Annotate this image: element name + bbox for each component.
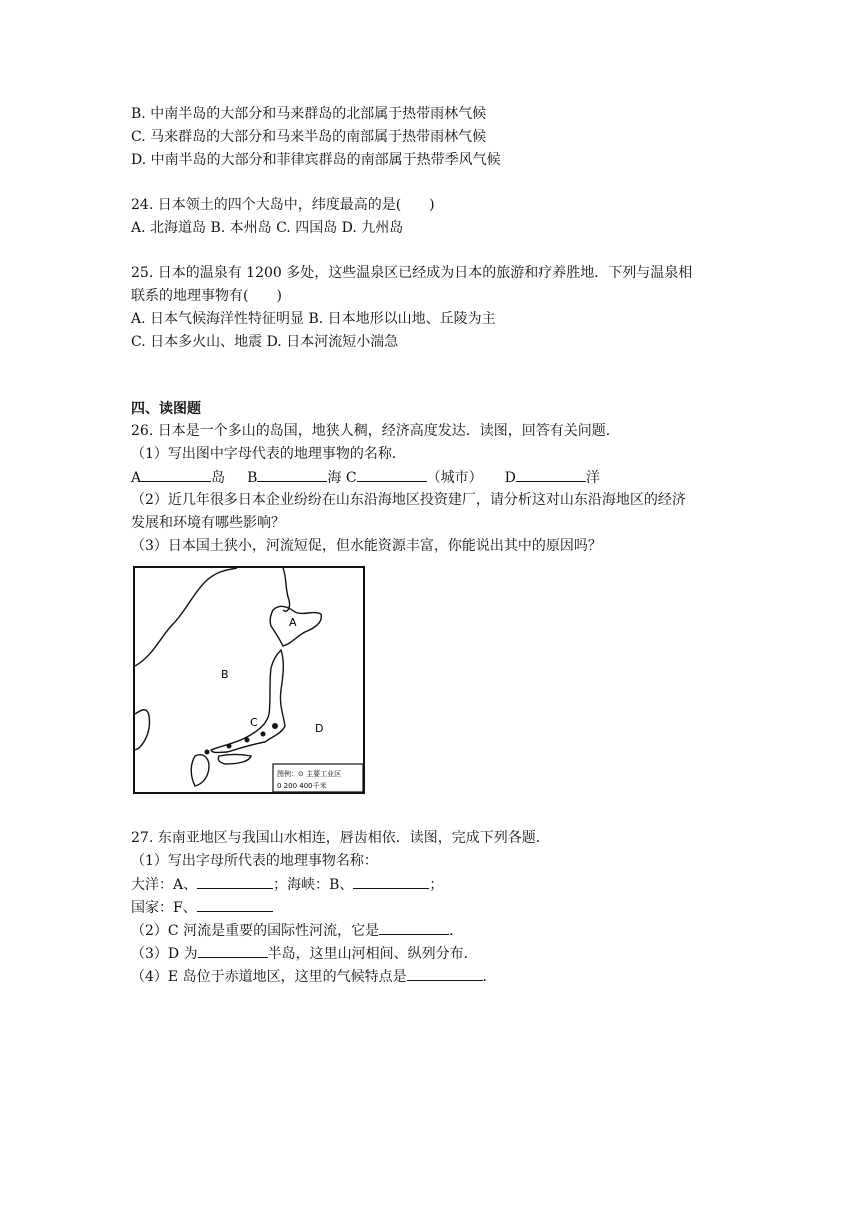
q23-option-d: D. 中南半岛的大部分和菲律宾群岛的南部属于热带季风气候 (131, 152, 501, 168)
fill-d-suffix: 洋 (585, 470, 600, 486)
q26-sub3: （3）日本国土狭小，河流短促，但水能资源丰富，你能说出其中的原因吗？ (131, 538, 602, 554)
blank-a[interactable] (141, 467, 211, 482)
q27-sub3-pre: （3）D 为 (131, 946, 198, 962)
ocean-label: 大洋：A、 (131, 877, 198, 893)
q26-stem: 26. 日本是一个多山的岛国，地狭人稠，经济高度发达．读图，回答有关问题． (131, 423, 620, 439)
map-legend-title: 图例：⊙ 主要工业区 (277, 770, 342, 778)
q26-fill-line (131, 467, 600, 488)
fill-b-suffix: 海 C (327, 470, 357, 486)
period: ． (449, 923, 464, 939)
q25-options-ab: A. 日本气候海洋性特征明显 B. 日本地形以山地、丘陵为主 (131, 311, 496, 327)
q27-sub1: （1）写出字母所代表的地理事物名称： (131, 853, 378, 869)
blank-d[interactable] (516, 467, 586, 482)
q25-options-cd: C. 日本多火山、地震 D. 日本河流短小湍急 (131, 334, 399, 350)
map-legend-scale: 0 200 400千米 (277, 782, 327, 790)
semicolon: ； (429, 877, 444, 893)
strait-label: ；海峡：B、 (273, 877, 354, 893)
blank-b[interactable] (257, 467, 327, 482)
blank-climate-e[interactable] (407, 966, 483, 981)
fill-a-letter: A (131, 470, 142, 486)
map-label-d: D (315, 722, 324, 735)
blank-river-c[interactable] (379, 920, 449, 935)
q25-stem-line1: 25. 日本的温泉有 1200 多处，这些温泉区已经成为日本的旅游和疗养胜地．下列与温泉相 (131, 265, 693, 281)
fill-b-letter: B (247, 470, 258, 486)
q27-sub3-post: 半岛，这里山河相间、纵列分布． (267, 946, 478, 962)
q27-sub4-text: （4）E 岛位于赤道地区，这里的气候特点是 (131, 969, 407, 985)
q27-sub4 (131, 966, 497, 987)
q27-sub2-text: （2）C 河流是重要的国际性河流，它是 (131, 923, 380, 939)
map-label-b: B (221, 668, 229, 681)
blank-strait-b[interactable] (353, 874, 429, 889)
map-label-a: A (289, 616, 297, 629)
japan-map (133, 566, 365, 794)
q27-sub2 (131, 920, 463, 941)
fill-c-suffix: （城市） (426, 470, 483, 486)
blank-ocean-a[interactable] (197, 874, 273, 889)
fill-d-letter: D (504, 470, 516, 486)
q24-stem: 24. 日本领土的四个大岛中，纬度最高的是( ) (131, 197, 435, 213)
fill-a-suffix: 岛 (211, 470, 226, 486)
q26-sub2-line1: （2）近几年很多日本企业纷纷在山东沿海地区投资建厂，请分析这对山东沿海地区的经济 (131, 492, 686, 508)
blank-peninsula-d[interactable] (198, 943, 268, 958)
blank-country-f[interactable] (197, 897, 273, 912)
q25-stem-line2: 联系的地理事物有( ) (131, 288, 282, 304)
period: ． (482, 969, 497, 985)
q27-stem: 27. 东南亚地区与我国山水相连，唇齿相依．读图，完成下列各题． (131, 830, 550, 846)
blank-c[interactable] (357, 467, 427, 482)
q24-options: A. 北海道岛 B. 本州岛 C. 四国岛 D. 九州岛 (131, 220, 404, 236)
country-label: 国家：F、 (131, 900, 197, 916)
q27-country-line (131, 897, 273, 918)
q27-sub3 (131, 943, 478, 964)
q23-option-c: C. 马来群岛的大部分和马来半岛的南部属于热带雨林气候 (131, 129, 487, 145)
map-label-c: C (250, 716, 258, 729)
section-title: 四、读图题 (131, 401, 201, 417)
q26-sub1: （1）写出图中字母代表的地理事物的名称． (131, 446, 406, 462)
q23-option-b: B. 中南半岛的大部分和马来群岛的北部属于热带雨林气候 (131, 106, 487, 122)
q27-ocean-strait-line (131, 874, 443, 895)
q26-sub2-line2: 发展和环境有哪些影响？ (131, 515, 285, 531)
